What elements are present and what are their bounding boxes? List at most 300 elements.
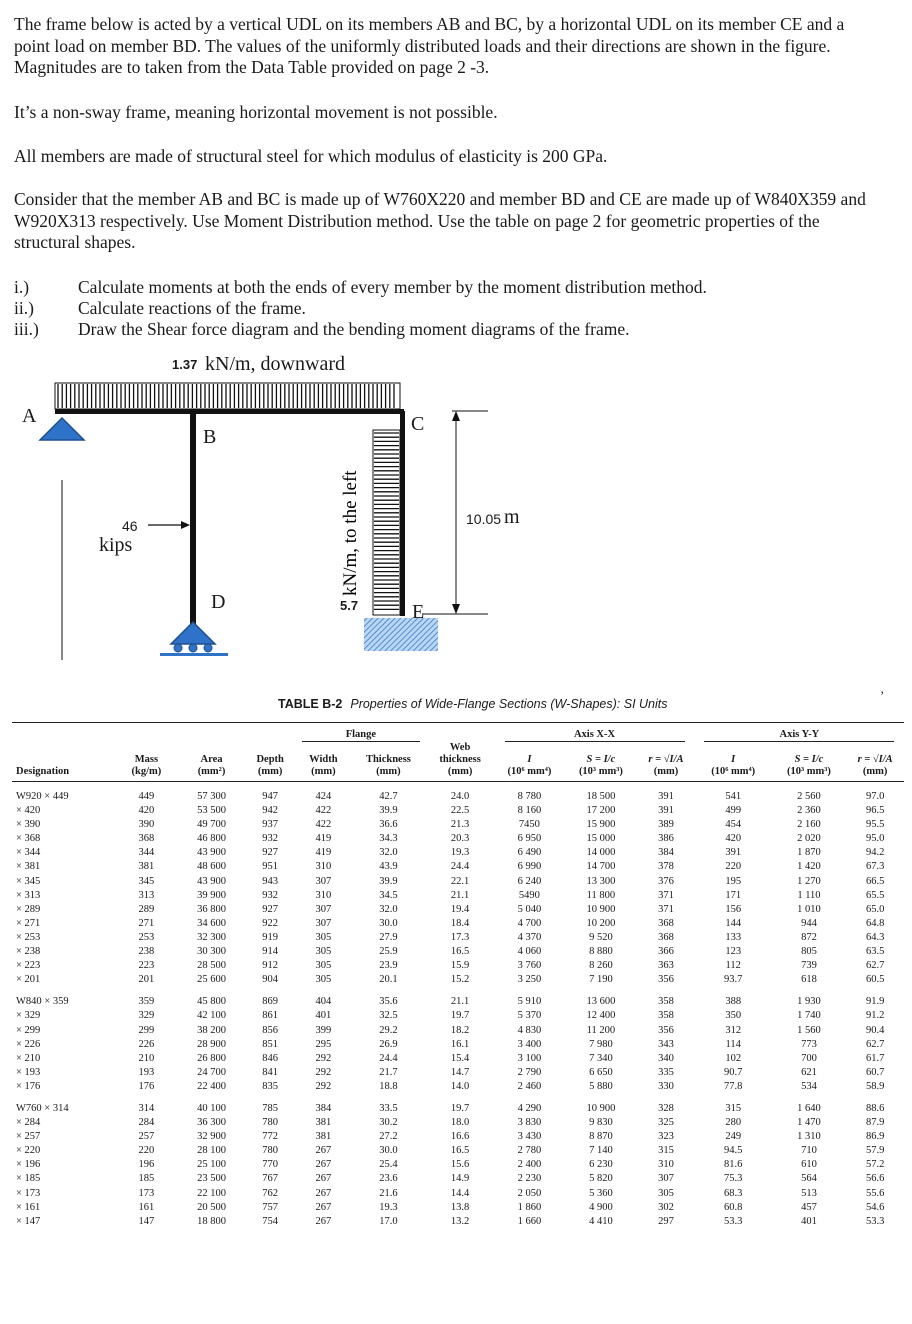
table-cell: 499 [725,805,742,817]
table-cell: 53 500 [197,805,226,817]
table-cell: 401 [315,1010,332,1022]
table-cell: 10 200 [586,917,616,929]
table-cell: 30.0 [379,917,398,929]
table-row [12,903,904,917]
designation-cell: W840 × 359 [16,996,69,1008]
table-cell: 91.9 [865,996,885,1008]
table-cell: 621 [801,1066,817,1078]
table-cell: 114 [725,1038,741,1050]
table-cell: 368 [138,833,155,845]
table-cell: 835 [262,1080,279,1092]
table-cell: 399 [315,1024,332,1036]
table-cell: 12 400 [586,1010,616,1022]
table-cell: 422 [315,819,332,831]
table-cell: 161 [138,1201,155,1213]
table-cell: 14.0 [450,1080,470,1092]
table-cell: 449 [138,791,155,802]
table-row [12,1201,904,1215]
table-cell: 112 [725,960,741,972]
table-cell: 22 100 [197,1187,226,1199]
table-cell: 927 [262,847,279,859]
table-cell: 81.6 [724,1159,743,1171]
table-cell: 2 050 [517,1187,542,1199]
point-load-arrow [148,521,190,529]
table-cell: 305 [315,931,332,943]
table-cell: 420 [138,805,155,817]
designation-cell: × 368 [16,833,41,845]
table-cell: 15.6 [450,1159,470,1171]
table-cell: 541 [725,791,742,802]
table-cell: 368 [658,931,674,943]
table-cell: 7 190 [589,974,613,986]
table-cell: 25 600 [197,974,226,986]
table-cell: 22 400 [197,1080,226,1092]
table-cell: 330 [658,1080,674,1092]
table-cell: 267 [315,1173,332,1185]
table-cell: 61.7 [865,1052,885,1064]
col-area-unit: (mm²) [178,766,244,782]
table-row [12,818,904,832]
table-cell: 4 060 [517,946,542,958]
table-cell: 13 300 [586,875,616,887]
table-cell: 610 [801,1159,817,1171]
table-cell: 19.7 [450,1102,470,1114]
table-cell: 17 200 [586,805,616,817]
table-cell: 8 880 [589,946,613,958]
table-cell: 253 [138,931,155,943]
col-web-unit: (mm) [426,766,494,782]
col-web-thickness: thickness [439,754,481,765]
table-cell: 16.6 [450,1131,470,1143]
table-cell: 201 [138,974,155,986]
table-cell: 312 [725,1024,742,1036]
table-cell: 454 [725,819,742,831]
table-cell: 21.3 [450,819,470,831]
label-e: E [412,601,425,623]
table-cell: 384 [658,847,674,859]
table-cell: 19.3 [450,847,470,859]
table-cell: 67.3 [865,861,885,873]
table-cell: 943 [262,875,279,887]
table-cell: 14.9 [450,1173,470,1185]
table-cell: 43 900 [197,875,226,887]
designation-cell: × 201 [16,974,41,986]
table-cell: 841 [262,1066,279,1078]
col-sx: S = I/c [586,754,616,765]
table-cell: 284 [138,1117,155,1129]
table-cell: 846 [262,1052,279,1064]
col-thickness: Thickness [365,754,411,765]
table-cell: 534 [801,1080,817,1092]
side-load-value: 5.7 [340,598,359,613]
table-cell: 173 [138,1187,155,1199]
table-cell: 297 [658,1215,674,1227]
table-cell: 96.5 [865,805,885,817]
col-depth-unit: (mm) [245,766,296,782]
table-cell: 2 020 [797,833,821,845]
height-value: 10.05 [466,511,502,527]
table-cell: 5 370 [517,1010,542,1022]
table-cell: 289 [138,903,155,915]
table-cell: 2 360 [797,805,821,817]
table-cell: 19.4 [450,903,470,915]
table-cell: 77.8 [724,1080,743,1092]
table-cell: 2 230 [517,1173,542,1185]
table-cell: 93.7 [724,974,743,986]
table-cell: 26 800 [197,1052,226,1064]
col-width: Width [309,754,338,765]
table-cell: 249 [725,1131,742,1143]
table-cell: 16.1 [450,1038,470,1050]
table-cell: 7450 [518,819,540,831]
table-cell: 196 [138,1159,155,1171]
table-cell: 25.4 [379,1159,398,1171]
table-cell: 310 [315,861,332,873]
table-cell: 3 100 [517,1052,542,1064]
table-cell: 23 500 [197,1173,226,1185]
point-load-value: 46 [122,518,138,534]
col-iy-unit: (10⁶ mm⁴) [695,766,772,782]
table-cell: 238 [138,946,155,958]
table-cell: 75.3 [724,1173,743,1185]
table-cell: 1 420 [797,861,821,873]
table-row [12,1187,904,1201]
table-cell: 20 500 [197,1201,226,1213]
table-cell: 15.9 [450,960,470,972]
table-cell: 292 [315,1080,332,1092]
table-cell: 780 [262,1117,279,1129]
table-cell: 424 [315,791,332,802]
table-cell: 6 230 [589,1159,613,1171]
table-cell: 185 [138,1173,155,1185]
table-cell: 32 300 [197,931,226,943]
table-cell: 381 [315,1131,332,1143]
table-cell: 34 600 [197,917,226,929]
group-header-web: Web [449,742,471,753]
table-cell: 390 [138,819,155,831]
table-cell: 25 100 [197,1159,226,1171]
table-cell: 305 [315,946,332,958]
designation-cell: × 226 [16,1038,41,1050]
table-cell: 404 [315,996,332,1008]
table-cell: 419 [315,847,332,859]
table-cell: 368 [658,917,674,929]
table-cell: 912 [262,960,279,972]
pin-support-a [40,418,84,660]
table-cell: 14.7 [450,1066,470,1078]
table-cell: 315 [725,1102,742,1114]
table-cell: 922 [262,917,279,929]
table-cell: 1 560 [797,1024,821,1036]
designation-cell: × 284 [16,1117,41,1129]
table-cell: 343 [658,1038,674,1050]
table-cell: 39 900 [197,889,226,901]
table-cell: 32.5 [379,1010,398,1022]
designation-cell: × 223 [16,960,41,972]
table-cell: 422 [315,805,332,817]
table-body [12,782,904,1229]
designation-cell: × 299 [16,1024,41,1036]
table-cell: 11 800 [586,889,616,901]
column-ce [400,411,405,616]
table-row [12,917,904,931]
designation-cell: × 381 [16,861,41,873]
table-cell: 6 950 [517,833,542,845]
table-cell: 904 [262,974,279,986]
table-cell: 144 [725,917,742,929]
designation-cell: × 420 [16,805,41,817]
col-mass-unit: (kg/m) [114,766,178,782]
top-load-value: 1.37 [172,357,198,372]
table-row [12,1080,904,1094]
table-cell: 90.7 [724,1066,743,1078]
table-cell: 2 790 [517,1066,542,1078]
table-cell: 19.7 [450,1010,470,1022]
table-cell: 32.0 [379,903,398,915]
table-cell: 48 600 [197,861,226,873]
table-row [12,860,904,874]
table-cell: 54.6 [865,1201,885,1213]
table-cell: 292 [315,1052,332,1064]
table-cell: 18 800 [197,1215,226,1227]
table-cell: 60.5 [865,974,885,986]
table-cell: 6 490 [517,847,542,859]
table-cell: 340 [658,1052,674,1064]
side-load-desc: kN/m, to the left [340,470,361,596]
table-cell: 2 460 [517,1080,542,1092]
table-cell: 856 [262,1024,279,1036]
table-cell: 710 [801,1145,817,1157]
col-sy-unit: (10³ mm³) [772,766,847,782]
table-cell: 4 830 [517,1024,542,1036]
col-mass: Mass [134,754,159,765]
table-cell: 927 [262,903,279,915]
table-row [12,782,904,805]
col-depth: Depth [256,754,284,765]
table-cell: 8 780 [517,791,542,802]
table-cell: 2 780 [517,1145,542,1157]
table-cell: 872 [801,931,817,943]
table-cell: 381 [315,1117,332,1129]
table-cell: 29.2 [379,1024,398,1036]
table-cell: 49 700 [197,819,226,831]
table-cell: 366 [658,946,674,958]
table-cell: 942 [262,805,279,817]
group-header-axis-y: Axis Y-Y [704,729,894,742]
table-cell: 1 740 [797,1010,821,1022]
table-cell: 23.9 [379,960,398,972]
table-cell: 15 900 [586,819,616,831]
table-cell: 20.1 [379,974,398,986]
table-cell: 919 [262,931,279,943]
corner-mark: ’ [880,688,885,703]
task-text: Calculate reactions of the frame. [78,298,306,318]
table-cell: 947 [262,791,279,802]
table-cell: 133 [725,931,742,943]
table-cell: 23.6 [379,1173,398,1185]
table-cell: 5 820 [589,1173,613,1185]
table-cell: 65.5 [865,889,885,901]
table-row [12,1009,904,1023]
table-cell: 6 990 [517,861,542,873]
table-cell: 42 100 [197,1010,226,1022]
table-row [12,1158,904,1172]
table-cell: 22.5 [450,805,470,817]
table-cell: 15 000 [586,833,616,845]
table-cell: 90.4 [865,1024,885,1036]
designation-cell: × 313 [16,889,41,901]
table-row [12,959,904,973]
table-cell: 86.9 [865,1131,885,1143]
table-cell: 18.0 [450,1117,470,1129]
col-width-unit: (mm) [296,766,351,782]
table-cell: 1 660 [517,1215,542,1227]
table-cell: 770 [262,1159,279,1171]
table-cell: 36.6 [379,819,398,831]
table-cell: 88.6 [865,1102,885,1114]
table-cell: 951 [262,861,279,873]
label-d: D [211,591,226,613]
table-row [12,1066,904,1080]
table-cell: 869 [262,996,279,1008]
table-cell: 21.1 [450,889,470,901]
table-cell: 45 800 [197,996,226,1008]
table-cell: 40 100 [197,1102,226,1114]
table-cell: 762 [262,1187,279,1199]
table-row [12,889,904,903]
table-row [12,1024,904,1038]
table-cell: 381 [138,861,155,873]
table-cell: 18.4 [450,917,470,929]
table-cell: 27.2 [379,1131,398,1143]
table-cell: 386 [658,833,674,845]
table-cell: 358 [658,1010,674,1022]
table-cell: 267 [315,1215,332,1227]
table-cell: 384 [315,1102,332,1114]
table-cell: 36 800 [197,903,226,915]
table-cell: 57.2 [865,1159,885,1171]
label-c: C [411,413,425,435]
table-cell: 195 [725,875,742,887]
table-cell: 257 [138,1131,155,1143]
table-cell: 43.9 [379,861,398,873]
table-cell: 4 370 [517,931,542,943]
table-cell: 9 520 [589,931,613,943]
designation-cell: W920 × 449 [16,791,69,802]
table-cell: 739 [801,960,817,972]
table-cell: 30.0 [379,1145,398,1157]
col-sy: S = I/c [794,754,824,765]
table-cell: 513 [801,1187,817,1199]
group-header-axis-x: Axis X-X [505,729,685,742]
designation-cell: × 173 [16,1187,41,1199]
table-cell: 18.8 [379,1080,398,1092]
table-cell: 851 [262,1038,279,1050]
table-cell: 2 400 [517,1159,542,1171]
task-number: i.) [14,277,30,297]
table-cell: 64.8 [865,917,885,929]
table-cell: 57 300 [197,791,226,802]
table-cell: 26.9 [379,1038,398,1050]
table-cell: 335 [658,1066,674,1078]
group-header-flange: Flange [302,729,420,742]
table-cell: 68.3 [724,1187,743,1199]
table-cell: 914 [262,946,279,958]
col-area: Area [200,754,223,765]
table-cell: 16.5 [450,1145,470,1157]
table-title [278,697,668,711]
table-cell: 39.9 [379,875,398,887]
top-load-desc: kN/m, downward [205,353,345,375]
table-cell: 24.4 [450,861,470,873]
table-cell: 391 [658,805,674,817]
table-cell: 772 [262,1131,279,1143]
table-cell: 55.6 [865,1187,885,1199]
table-cell: 16.5 [450,946,470,958]
top-udl [55,383,400,409]
table-cell: 18 500 [586,791,616,802]
table-row [12,931,904,945]
table-cell: 773 [801,1038,817,1050]
table-cell: 757 [262,1201,279,1213]
table-cell: 267 [315,1145,332,1157]
table-cell: 95.0 [865,833,885,845]
table-cell: 94.5 [724,1145,743,1157]
table-cell: 3 250 [517,974,542,986]
designation-cell: × 196 [16,1159,41,1171]
table-cell: 171 [725,889,742,901]
table-cell: 15.4 [450,1052,470,1064]
table-cell: 33.5 [379,1102,398,1114]
table-cell: 861 [262,1010,279,1022]
designation-cell: × 344 [16,847,41,859]
col-thickness-unit: (mm) [351,766,426,782]
table-cell: 10 900 [586,1102,616,1114]
table-cell: 123 [725,946,742,958]
table-row [12,1116,904,1130]
table-cell: 8 160 [517,805,542,817]
table-cell: 6 240 [517,875,542,887]
designation-cell: × 147 [16,1215,41,1227]
table-cell: 21.7 [379,1066,398,1078]
table-cell: 937 [262,819,279,831]
table-cell: 223 [138,960,155,972]
table-cell: 176 [138,1080,155,1092]
table-cell: 313 [138,889,155,901]
intro-paragraph-3: All members are made of structural steel for which modulus of elasticity is 200 GPa. [14,146,608,166]
ground-hatch-e [364,618,438,651]
table-cell: 1 930 [797,996,821,1008]
table-cell: 220 [725,861,742,873]
table-cell: 91.2 [865,1010,885,1022]
table-cell: 63.5 [865,946,885,958]
designation-cell: × 220 [16,1145,41,1157]
table-cell: 95.5 [865,819,885,831]
table-cell: 58.9 [865,1080,885,1092]
table-cell: 7 140 [589,1145,613,1157]
table-cell: 10 900 [586,903,616,915]
designation-cell: × 390 [16,819,41,831]
designation-cell: × 329 [16,1010,41,1022]
roller-support-d [160,622,228,656]
table-cell: 4 900 [589,1201,613,1213]
table-cell: 43 900 [197,847,226,859]
col-ix-unit: (10⁶ mm⁴) [494,766,564,782]
table-row [12,1052,904,1066]
table-cell: 767 [262,1173,279,1185]
table-row [12,1215,904,1229]
table-cell: 1 010 [797,903,821,915]
